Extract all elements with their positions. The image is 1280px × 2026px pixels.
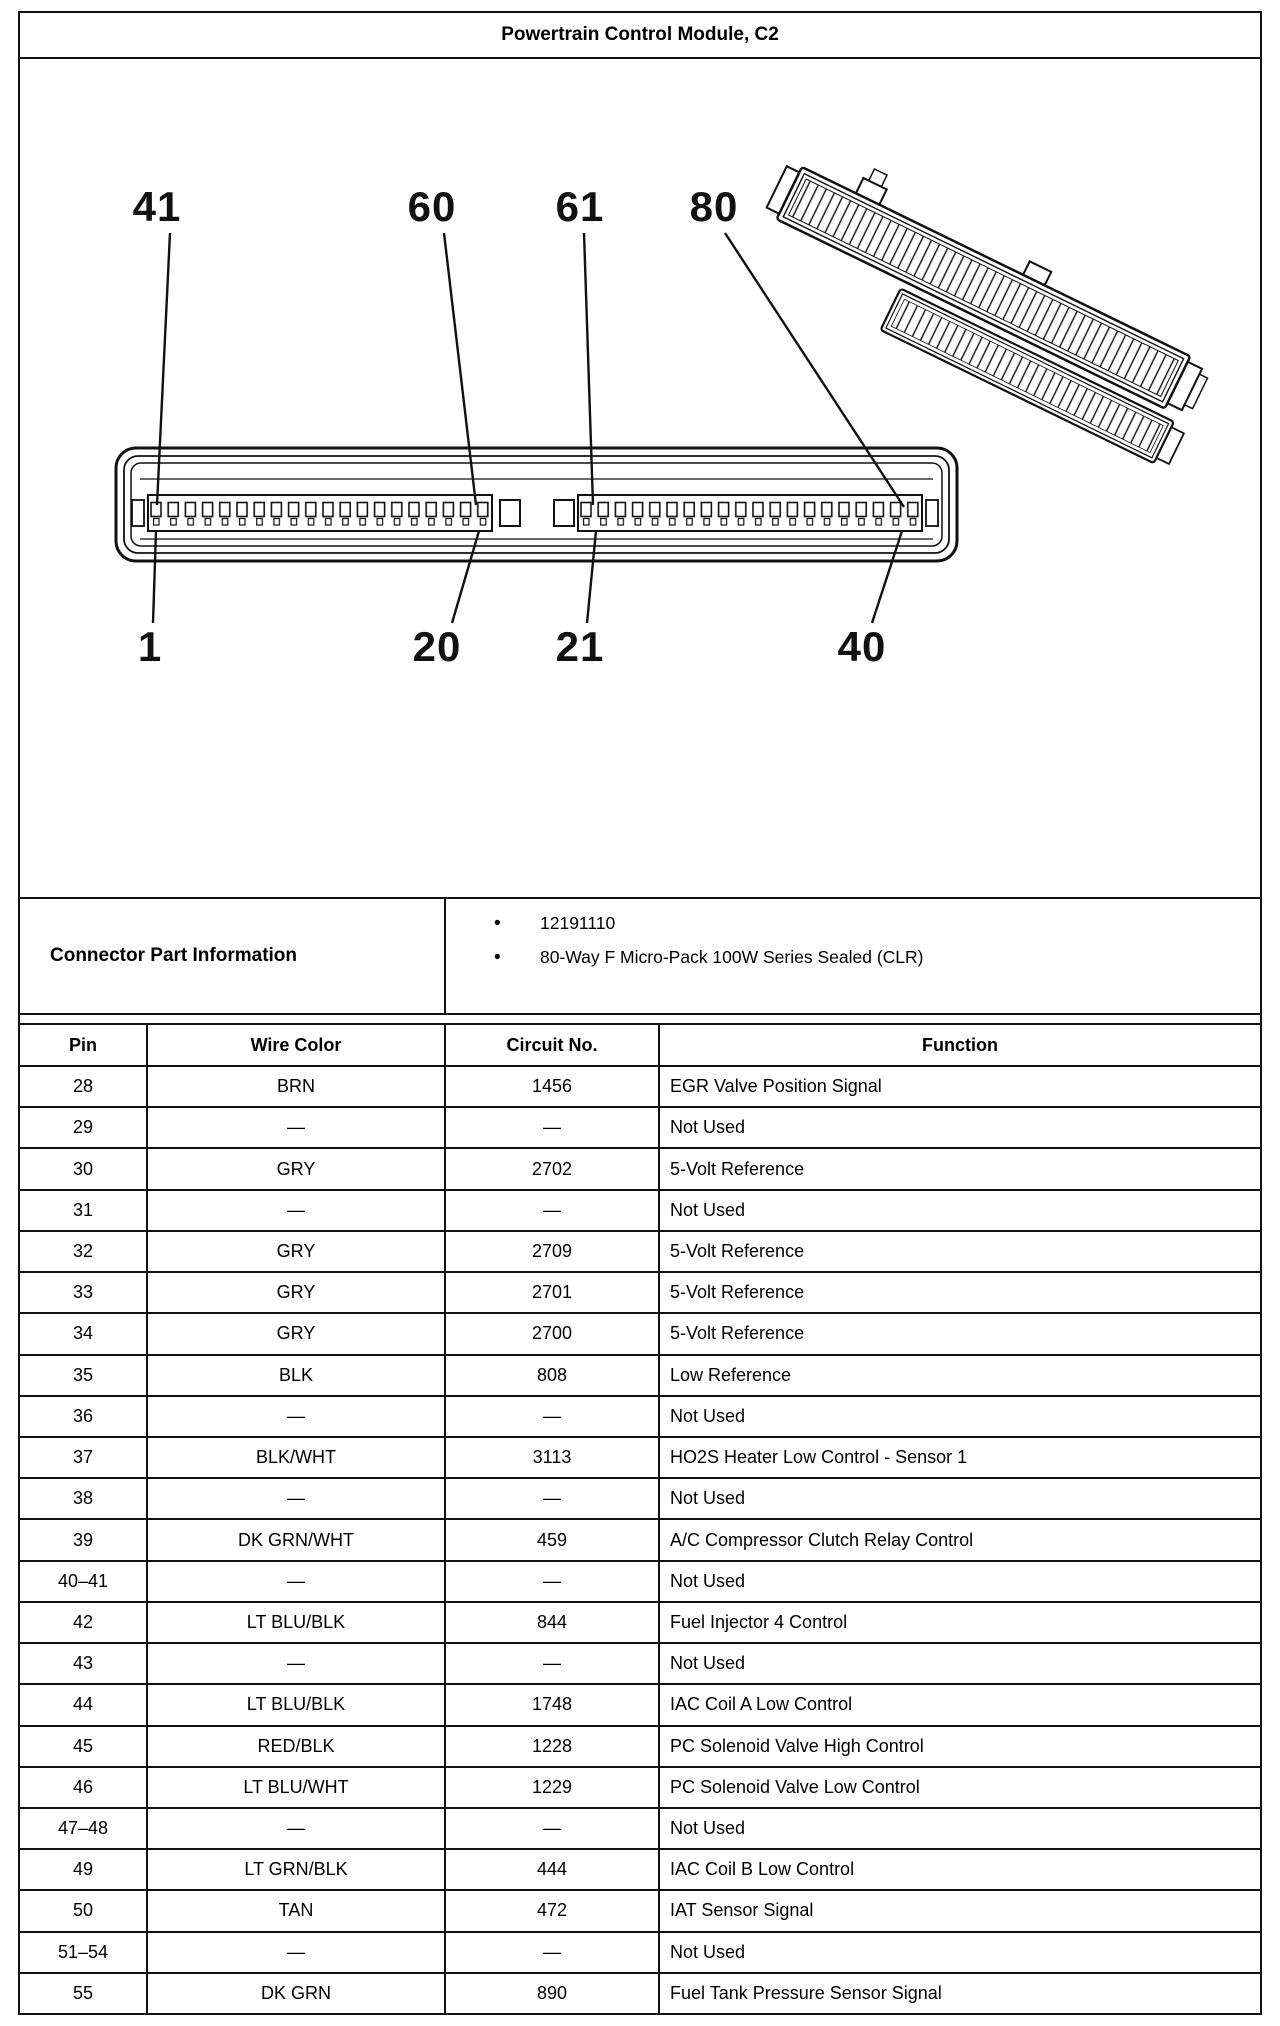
circuit-cell: 1228 (446, 1727, 660, 1766)
connector-type: 80-Way F Micro-Pack 100W Series Sealed (CLR) (540, 947, 924, 967)
table-row (20, 1972, 1260, 2013)
table-row (20, 1312, 1260, 1353)
pin-cell: 46 (20, 1768, 148, 1807)
wire-color-cell: — (148, 1562, 446, 1601)
leader-lines (153, 233, 904, 623)
circuit-cell: 2701 (446, 1273, 660, 1312)
wire-color-cell: GRY (148, 1149, 446, 1188)
function-cell: Not Used (670, 1199, 746, 1220)
pin-number-label: 21 (555, 623, 605, 670)
circuit-cell: — (446, 1191, 660, 1230)
wire-color-cell: GRY (148, 1314, 446, 1353)
circuit-cell: 1748 (446, 1685, 660, 1724)
wire-color-cell: BRN (148, 1067, 446, 1106)
table-row (20, 1147, 1260, 1188)
circuit-cell: 3113 (446, 1438, 660, 1477)
table-row (20, 1395, 1260, 1436)
wire-color-cell: BLK (148, 1356, 446, 1395)
connector-diagram-area (20, 59, 1260, 899)
function-cell: Not Used (670, 1488, 746, 1509)
wire-color-cell: BLK/WHT (148, 1438, 446, 1477)
circuit-cell: 1456 (446, 1067, 660, 1106)
pin-cell: 39 (20, 1520, 148, 1559)
function-cell: IAC Coil A Low Control (670, 1694, 853, 1715)
function-cell: Not Used (670, 1653, 746, 1674)
wire-color-cell: GRY (148, 1232, 446, 1271)
function-cell: A/C Compressor Clutch Relay Control (670, 1529, 974, 1550)
table-row (20, 1848, 1260, 1889)
wire-color-cell: LT BLU/WHT (148, 1768, 446, 1807)
wire-color-cell: — (148, 1397, 446, 1436)
circuit-cell: 1229 (446, 1768, 660, 1807)
function-cell: Fuel Injector 4 Control (670, 1611, 848, 1632)
pin-cell: 45 (20, 1727, 148, 1766)
part-number-bullet (494, 913, 1250, 934)
bullet-icon: • (494, 913, 501, 934)
wire-color-cell: LT BLU/BLK (148, 1685, 446, 1724)
wire-color-cell: LT BLU/BLK (148, 1603, 446, 1642)
table-row (20, 1725, 1260, 1766)
table-row (20, 1477, 1260, 1518)
circuit-cell: 808 (446, 1356, 660, 1395)
wire-color-cell: — (148, 1809, 446, 1848)
pin-cell: 34 (20, 1314, 148, 1353)
wire-color-cell: — (148, 1191, 446, 1230)
pin-number-label: 80 (689, 183, 739, 230)
function-cell: 5-Volt Reference (670, 1282, 805, 1303)
bullet-icon: • (494, 947, 501, 968)
pin-number-label: 20 (412, 623, 462, 670)
pin-cell: 30 (20, 1149, 148, 1188)
function-cell: PC Solenoid Valve High Control (670, 1735, 924, 1756)
page-title: Powertrain Control Module, C2 (20, 13, 1260, 59)
table-row (20, 1271, 1260, 1312)
wire-color-cell: — (148, 1479, 446, 1518)
wire-color-cell: DK GRN/WHT (148, 1520, 446, 1559)
connector-part-info-section (20, 899, 1260, 1015)
function-cell: HO2S Heater Low Control - Sensor 1 (670, 1447, 968, 1468)
wire-color-cell: LT GRN/BLK (148, 1850, 446, 1889)
pin-cell: 33 (20, 1273, 148, 1312)
table-row (20, 1189, 1260, 1230)
connector-part-info-details (446, 899, 1260, 1013)
connector-type-bullet (494, 947, 1250, 968)
column-header: Circuit No. (446, 1025, 660, 1065)
function-cell: Not Used (670, 1818, 746, 1839)
table-header-row (20, 1025, 1260, 1065)
wire-color-cell: — (148, 1108, 446, 1147)
circuit-cell: 459 (446, 1520, 660, 1559)
function-cell: Not Used (670, 1941, 746, 1962)
connector-part-info-label: Connector Part Information (20, 899, 446, 1013)
pin-cell: 44 (20, 1685, 148, 1724)
pin-cell: 40–41 (20, 1562, 148, 1601)
table-row (20, 1807, 1260, 1848)
function-cell: IAT Sensor Signal (670, 1900, 814, 1921)
table-row (20, 1683, 1260, 1724)
pin-cell: 51–54 (20, 1933, 148, 1972)
table-row (20, 1230, 1260, 1271)
table-row (20, 1601, 1260, 1642)
center-keying-tab (554, 500, 574, 526)
pin-cell: 36 (20, 1397, 148, 1436)
pin-cell: 47–48 (20, 1809, 148, 1848)
column-header: Function (922, 1034, 998, 1055)
circuit-cell: — (446, 1809, 660, 1848)
pin-cell: 49 (20, 1850, 148, 1889)
wire-color-cell: RED/BLK (148, 1727, 446, 1766)
pin-cell: 28 (20, 1067, 148, 1106)
function-cell: Not Used (670, 1117, 746, 1138)
pin-number-label: 1 (137, 623, 163, 670)
circuit-cell: 2702 (446, 1149, 660, 1188)
pinout-table (20, 1023, 1260, 2013)
pin-cell: 35 (20, 1356, 148, 1395)
circuit-cell: 444 (446, 1850, 660, 1889)
circuit-cell: 2709 (446, 1232, 660, 1271)
wire-color-cell: — (148, 1933, 446, 1972)
function-cell: IAC Coil B Low Control (670, 1859, 855, 1880)
wire-color-cell: DK GRN (148, 1974, 446, 2013)
table-row (20, 1106, 1260, 1147)
circuit-cell: 844 (446, 1603, 660, 1642)
wire-color-cell: GRY (148, 1273, 446, 1312)
pin-cell: 43 (20, 1644, 148, 1683)
table-row (20, 1518, 1260, 1559)
table-row (20, 1889, 1260, 1930)
pin-cell: 50 (20, 1891, 148, 1930)
table-row (20, 1354, 1260, 1395)
pin-cell: 55 (20, 1974, 148, 2013)
section-divider-gap (20, 1015, 1260, 1023)
circuit-cell: — (446, 1933, 660, 1972)
wire-color-cell: TAN (148, 1891, 446, 1930)
center-keying-tab (500, 500, 520, 526)
pin-cell: 31 (20, 1191, 148, 1230)
function-cell: 5-Volt Reference (670, 1240, 805, 1261)
circuit-cell: — (446, 1479, 660, 1518)
connector-isometric-view (740, 134, 1228, 469)
table-row (20, 1560, 1260, 1601)
pin-cell: 42 (20, 1603, 148, 1642)
table-row (20, 1642, 1260, 1683)
pin-strip-right (578, 495, 922, 531)
circuit-cell: 890 (446, 1974, 660, 2013)
pin-number-label: 60 (407, 183, 457, 230)
circuit-cell: — (446, 1562, 660, 1601)
circuit-cell: — (446, 1108, 660, 1147)
circuit-cell: — (446, 1397, 660, 1436)
connector-front-view (116, 448, 957, 561)
table-row (20, 1931, 1260, 1972)
table-row (20, 1436, 1260, 1477)
pin-cell: 32 (20, 1232, 148, 1271)
function-cell: 5-Volt Reference (670, 1158, 805, 1179)
pin-cell: 38 (20, 1479, 148, 1518)
function-cell: 5-Volt Reference (670, 1323, 805, 1344)
column-header: Pin (20, 1025, 148, 1065)
table-row (20, 1065, 1260, 1106)
document-frame (18, 11, 1262, 2015)
function-cell: Low Reference (670, 1364, 792, 1385)
table-row (20, 1766, 1260, 1807)
circuit-cell: 472 (446, 1891, 660, 1930)
circuit-cell: 2700 (446, 1314, 660, 1353)
pin-number-label: 61 (555, 183, 605, 230)
function-cell: Fuel Tank Pressure Sensor Signal (670, 1982, 942, 2003)
pin-cell: 29 (20, 1108, 148, 1147)
function-cell: EGR Valve Position Signal (670, 1076, 882, 1097)
connector-diagram (20, 59, 1259, 897)
circuit-cell: — (446, 1644, 660, 1683)
function-cell: PC Solenoid Valve Low Control (670, 1776, 920, 1797)
pin-number-label: 40 (837, 623, 887, 670)
column-header: Wire Color (148, 1025, 446, 1065)
function-cell: Not Used (670, 1405, 746, 1426)
pin-number-label: 41 (132, 183, 182, 230)
pin-strip-left (148, 495, 492, 531)
wire-color-cell: — (148, 1644, 446, 1683)
function-cell: Not Used (670, 1570, 746, 1591)
part-number: 12191110 (540, 913, 616, 933)
pin-cell: 37 (20, 1438, 148, 1477)
